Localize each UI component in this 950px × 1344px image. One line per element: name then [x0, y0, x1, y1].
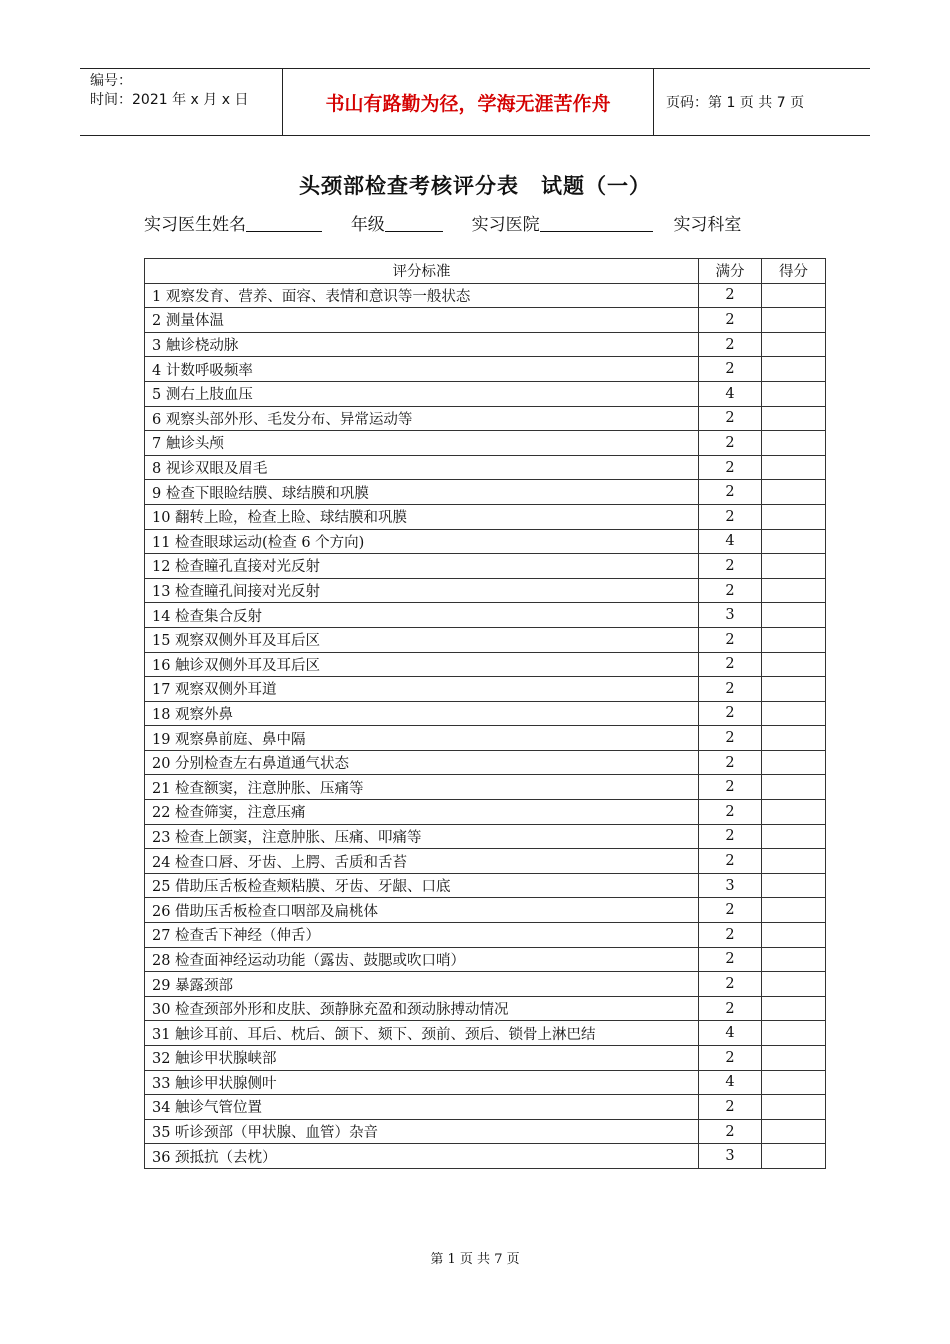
- criteria-cell: 23 检查上颌窦，注意肿胀、压痛、叩痛等: [145, 824, 699, 849]
- criteria-cell: 1 观察发育、营养、面容、表情和意识等一般状态: [145, 283, 699, 308]
- header-meta: [80, 69, 283, 135]
- full-score-cell: 4: [699, 1070, 762, 1095]
- table-row: [145, 824, 826, 849]
- table-row: [145, 775, 826, 800]
- full-score-cell: 2: [699, 677, 762, 702]
- table-row: [145, 603, 826, 628]
- obtained-score-cell[interactable]: [762, 652, 826, 677]
- table-row: [145, 504, 826, 529]
- criteria-cell: 22 检查筛窦，注意压痛: [145, 800, 699, 825]
- full-score-cell: 3: [699, 873, 762, 898]
- criteria-cell: 21 检查额窦，注意肿胀、压痛等: [145, 775, 699, 800]
- table-row: [145, 381, 826, 406]
- table-row: [145, 923, 826, 948]
- criteria-cell: 19 观察鼻前庭、鼻中隔: [145, 726, 699, 751]
- obtained-score-cell[interactable]: [762, 1070, 826, 1095]
- criteria-cell: 6 观察头部外形、毛发分布、异常运动等: [145, 406, 699, 431]
- obtained-score-cell[interactable]: [762, 972, 826, 997]
- obtained-score-cell[interactable]: [762, 529, 826, 554]
- full-score-cell: 2: [699, 972, 762, 997]
- criteria-cell: 30 检查颈部外形和皮肤、颈静脉充盈和颈动脉搏动情况: [145, 996, 699, 1021]
- obtained-score-cell[interactable]: [762, 1095, 826, 1120]
- obtained-score-cell[interactable]: [762, 480, 826, 505]
- table-row: [145, 750, 826, 775]
- table-row: [145, 996, 826, 1021]
- hospital-label: 实习医院: [471, 215, 540, 235]
- obtained-score-cell[interactable]: [762, 947, 826, 972]
- full-score-cell: 4: [699, 1021, 762, 1046]
- table-row: [145, 480, 826, 505]
- table-row: [145, 627, 826, 652]
- criteria-cell: 32 触诊甲状腺峡部: [145, 1046, 699, 1071]
- full-score-cell: 2: [699, 775, 762, 800]
- obtained-score-cell[interactable]: [762, 750, 826, 775]
- table-row: [145, 849, 826, 874]
- table-row: [145, 898, 826, 923]
- full-score-cell: 2: [699, 332, 762, 357]
- table-row: [145, 406, 826, 431]
- full-score-cell: 2: [699, 480, 762, 505]
- obtained-score-cell[interactable]: [762, 873, 826, 898]
- criteria-cell: 3 触诊桡动脉: [145, 332, 699, 357]
- obtained-score-cell[interactable]: [762, 726, 826, 751]
- full-score-cell: 2: [699, 701, 762, 726]
- header-page-info: 页码：第 1 页 共 7 页: [666, 95, 805, 111]
- criteria-cell: 11 检查眼球运动(检查 6 个方向): [145, 529, 699, 554]
- obtained-score-cell[interactable]: [762, 677, 826, 702]
- table-row: [145, 554, 826, 579]
- table-row: [145, 873, 826, 898]
- criteria-cell: 20 分别检查左右鼻道通气状态: [145, 750, 699, 775]
- obtained-score-cell[interactable]: [762, 1046, 826, 1071]
- full-score-cell: 2: [699, 308, 762, 333]
- criteria-cell: 29 暴露颈部: [145, 972, 699, 997]
- full-score-cell: 2: [699, 578, 762, 603]
- table-row: [145, 431, 826, 456]
- criteria-cell: 2 测量体温: [145, 308, 699, 333]
- obtained-score-cell[interactable]: [762, 578, 826, 603]
- criteria-cell: 18 观察外鼻: [145, 701, 699, 726]
- hospital-blank[interactable]: [540, 213, 653, 232]
- criteria-cell: 36 颈抵抗（去枕）: [145, 1144, 699, 1169]
- full-score-cell: 2: [699, 406, 762, 431]
- full-score-cell: 4: [699, 381, 762, 406]
- table-row: [145, 357, 826, 382]
- criteria-cell: 4 计数呼吸频率: [145, 357, 699, 382]
- header-criteria: 评分标准: [145, 259, 699, 284]
- full-score-cell: 2: [699, 431, 762, 456]
- full-score-cell: 2: [699, 455, 762, 480]
- criteria-cell: 28 检查面神经运动功能（露齿、鼓腮或吹口哨）: [145, 947, 699, 972]
- obtained-score-cell[interactable]: [762, 308, 826, 333]
- header-full-score: 满分: [699, 259, 762, 284]
- page-title: 头颈部检查考核评分表 试题（一）: [299, 174, 651, 198]
- obtained-score-cell[interactable]: [762, 923, 826, 948]
- criteria-cell: 9 检查下眼睑结膜、球结膜和巩膜: [145, 480, 699, 505]
- obtained-score-cell[interactable]: [762, 1119, 826, 1144]
- table-row: [145, 701, 826, 726]
- criteria-cell: 35 听诊颈部（甲状腺、血管）杂音: [145, 1119, 699, 1144]
- criteria-cell: 15 观察双侧外耳及耳后区: [145, 627, 699, 652]
- full-score-cell: 2: [699, 357, 762, 382]
- obtained-score-cell[interactable]: [762, 800, 826, 825]
- table-row: [145, 1119, 826, 1144]
- full-score-cell: 2: [699, 996, 762, 1021]
- criteria-cell: 5 测右上肢血压: [145, 381, 699, 406]
- obtained-score-cell[interactable]: [762, 381, 826, 406]
- table-row: [145, 726, 826, 751]
- criteria-cell: 13 检查瞳孔间接对光反射: [145, 578, 699, 603]
- grade-blank[interactable]: [385, 213, 443, 232]
- criteria-cell: 24 检查口唇、牙齿、上腭、舌质和舌苔: [145, 849, 699, 874]
- full-score-cell: 2: [699, 824, 762, 849]
- full-score-cell: 2: [699, 947, 762, 972]
- full-score-cell: 2: [699, 652, 762, 677]
- table-row: [145, 1021, 826, 1046]
- date-label: 时间：2021 年 x 月 x 日: [90, 92, 249, 108]
- full-score-cell: 2: [699, 849, 762, 874]
- table-row: [145, 972, 826, 997]
- table-row: [145, 1095, 826, 1120]
- full-score-cell: 2: [699, 923, 762, 948]
- criteria-cell: 7 触诊头颅: [145, 431, 699, 456]
- table-row: [145, 332, 826, 357]
- obtained-score-cell[interactable]: [762, 701, 826, 726]
- full-score-cell: 3: [699, 603, 762, 628]
- obtained-score-cell[interactable]: [762, 283, 826, 308]
- full-score-cell: 2: [699, 627, 762, 652]
- criteria-cell: 26 借助压舌板检查口咽部及扁桃体: [145, 898, 699, 923]
- header-motto: 书山有路勤为径，学海无涯苦作舟: [283, 69, 654, 135]
- table-row: [145, 529, 826, 554]
- obtained-score-cell[interactable]: [762, 627, 826, 652]
- table-row: [145, 947, 826, 972]
- full-score-cell: 2: [699, 1095, 762, 1120]
- criteria-cell: 17 观察双侧外耳道: [145, 677, 699, 702]
- full-score-cell: 2: [699, 283, 762, 308]
- table-row: [145, 1070, 826, 1095]
- obtained-score-cell[interactable]: [762, 431, 826, 456]
- obtained-score-cell[interactable]: [762, 455, 826, 480]
- table-row: [145, 1144, 826, 1169]
- name-label: 实习医生姓名: [144, 215, 246, 235]
- serial-label: 编号：: [90, 73, 132, 89]
- name-blank[interactable]: [246, 213, 322, 232]
- obtained-score-cell[interactable]: [762, 775, 826, 800]
- obtained-score-cell[interactable]: [762, 332, 826, 357]
- full-score-cell: 2: [699, 726, 762, 751]
- criteria-cell: 33 触诊甲状腺侧叶: [145, 1070, 699, 1095]
- obtained-score-cell[interactable]: [762, 603, 826, 628]
- table-header-row: [145, 259, 826, 284]
- criteria-cell: 25 借助压舌板检查颊粘膜、牙齿、牙龈、口底: [145, 873, 699, 898]
- obtained-score-cell[interactable]: [762, 554, 826, 579]
- obtained-score-cell[interactable]: [762, 504, 826, 529]
- full-score-cell: 3: [699, 1144, 762, 1169]
- obtained-score-cell[interactable]: [762, 357, 826, 382]
- obtained-score-cell[interactable]: [762, 996, 826, 1021]
- obtained-score-cell[interactable]: [762, 1021, 826, 1046]
- full-score-cell: 2: [699, 1046, 762, 1071]
- scoring-table: [144, 258, 826, 1169]
- full-score-cell: 2: [699, 750, 762, 775]
- criteria-cell: 12 检查瞳孔直接对光反射: [145, 554, 699, 579]
- page-footer: 第 1 页 共 7 页: [430, 1252, 520, 1267]
- criteria-cell: 27 检查舌下神经（伸舌）: [145, 923, 699, 948]
- criteria-cell: 10 翻转上睑，检查上睑、球结膜和巩膜: [145, 504, 699, 529]
- table-row: [145, 283, 826, 308]
- table-row: [145, 308, 826, 333]
- grade-label: 年级: [350, 215, 385, 235]
- table-row: [145, 455, 826, 480]
- full-score-cell: 4: [699, 529, 762, 554]
- dept-label: 实习科室: [673, 215, 742, 235]
- document-header: [80, 68, 870, 136]
- obtained-score-cell[interactable]: [762, 849, 826, 874]
- table-row: [145, 1046, 826, 1071]
- full-score-cell: 2: [699, 800, 762, 825]
- obtained-score-cell[interactable]: [762, 824, 826, 849]
- full-score-cell: 2: [699, 554, 762, 579]
- table-row: [145, 677, 826, 702]
- header-obtained-score: 得分: [762, 259, 826, 284]
- criteria-cell: 34 触诊气管位置: [145, 1095, 699, 1120]
- table-row: [145, 578, 826, 603]
- obtained-score-cell[interactable]: [762, 406, 826, 431]
- criteria-cell: 31 触诊耳前、耳后、枕后、颌下、颏下、颈前、颈后、锁骨上淋巴结: [145, 1021, 699, 1046]
- obtained-score-cell[interactable]: [762, 1144, 826, 1169]
- criteria-cell: 14 检查集合反射: [145, 603, 699, 628]
- table-row: [145, 800, 826, 825]
- criteria-cell: 8 视诊双眼及眉毛: [145, 455, 699, 480]
- obtained-score-cell[interactable]: [762, 898, 826, 923]
- full-score-cell: 2: [699, 504, 762, 529]
- criteria-cell: 16 触诊双侧外耳及耳后区: [145, 652, 699, 677]
- table-row: [145, 652, 826, 677]
- full-score-cell: 2: [699, 1119, 762, 1144]
- trainee-info-line: [144, 210, 741, 235]
- full-score-cell: 2: [699, 898, 762, 923]
